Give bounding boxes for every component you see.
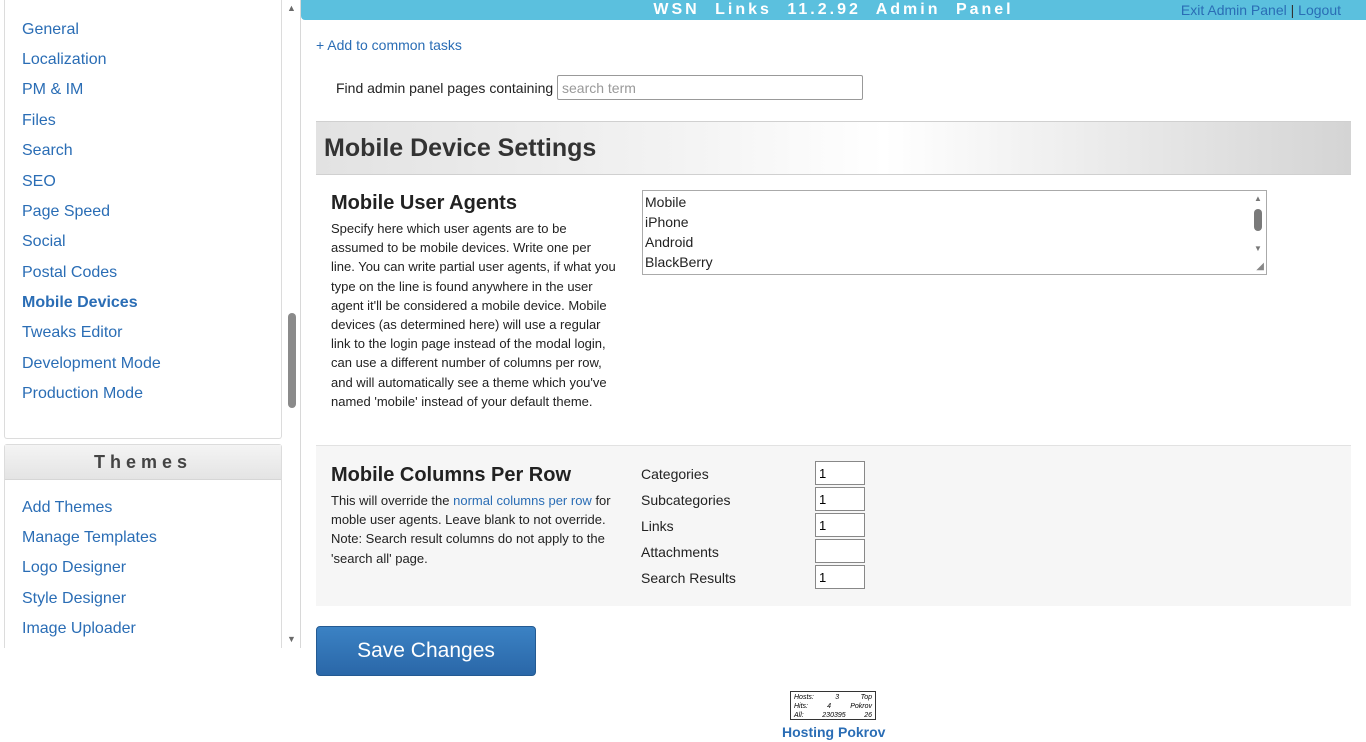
- textarea-scroll-thumb[interactable]: [1254, 209, 1262, 231]
- counter-row: [794, 711, 872, 720]
- sidebar-item-manage-templates[interactable]: Manage Templates: [22, 529, 157, 546]
- categories-label: Categories: [641, 466, 709, 482]
- admin-search-input[interactable]: [557, 75, 863, 100]
- mobile-user-agents-description: Specify here which user agents are to be assumed to be mobile devices. Write one per line. You can write partial user agents, if what you type on the line is found anywhere in the user agent it'll be considered a mobile device. Mobile devices (as determined here) will use a regular link to the login page instead of the modal login, can use a different number of columns per row, and will automatically see a theme which you've named 'mobile' instead of your default theme.: [331, 221, 616, 409]
- hosting-counter-badge[interactable]: [790, 691, 876, 720]
- hits-label: Hits:: [794, 703, 808, 710]
- themes-nav-panel: [4, 444, 282, 648]
- subcategories-label: Subcategories: [641, 492, 731, 508]
- sidebar-item-general[interactable]: General: [22, 21, 79, 38]
- search-results-label: Search Results: [641, 570, 736, 586]
- resize-grip-icon[interactable]: ◢: [1256, 261, 1264, 272]
- counter-row: [794, 702, 872, 711]
- sidebar-item-style-designer[interactable]: Style Designer: [22, 590, 127, 607]
- sidebar-item-add-themes[interactable]: Add Themes: [22, 499, 113, 516]
- columns-desc-before: This will override the: [331, 493, 454, 508]
- counter-rank: 26: [864, 712, 872, 719]
- sidebar-item-postal-codes[interactable]: Postal Codes: [22, 264, 118, 281]
- add-to-common-tasks-link[interactable]: + Add to common tasks: [316, 37, 462, 53]
- hosts-value: 3: [835, 694, 840, 701]
- scroll-down-arrow-icon[interactable]: ▼: [1254, 244, 1262, 253]
- sidebar-item-development-mode[interactable]: Development Mode: [22, 355, 161, 372]
- search-results-columns-input[interactable]: [815, 565, 865, 589]
- admin-panel-title: WSN Links 11.2.92 Admin Panel: [653, 1, 1014, 18]
- all-value: 230395: [822, 712, 846, 719]
- sidebar-item-seo[interactable]: SEO: [22, 173, 56, 190]
- sidebar-item-page-speed[interactable]: Page Speed: [22, 203, 111, 220]
- user-agents-textarea[interactable]: [642, 190, 1267, 275]
- sidebar-item-pm-im[interactable]: PM & IM: [22, 81, 84, 98]
- subcategories-columns-input[interactable]: [815, 487, 865, 511]
- exit-admin-panel-link[interactable]: Exit Admin Panel: [1180, 2, 1287, 18]
- attachments-columns-input[interactable]: [815, 539, 865, 563]
- mobile-columns-description: [331, 491, 616, 568]
- topbar-links: [1181, 2, 1341, 18]
- mobile-user-agents-title: Mobile User Agents: [331, 192, 517, 214]
- sidebar-item-tweaks-editor[interactable]: Tweaks Editor: [22, 324, 123, 341]
- page-title: Mobile Device Settings: [324, 134, 597, 162]
- hosts-label: Hosts:: [794, 694, 814, 701]
- sidebar-item-social[interactable]: Social: [22, 233, 66, 250]
- sidebar-item-production-mode[interactable]: Production Mode: [22, 385, 143, 402]
- sidebar-item-search[interactable]: Search: [22, 142, 73, 159]
- hits-value: 4: [827, 703, 832, 710]
- user-agent-line: Android: [645, 234, 694, 250]
- admin-topbar: [301, 0, 1366, 20]
- user-agent-line: BlackBerry: [645, 254, 713, 270]
- scroll-up-arrow-icon[interactable]: ▲: [1254, 194, 1262, 203]
- find-pages-label: Find admin panel pages containing: [336, 80, 554, 96]
- topbar-separator: |: [1290, 2, 1295, 18]
- sidebar-item-localization[interactable]: Localization: [22, 51, 107, 68]
- links-columns-input[interactable]: [815, 513, 865, 537]
- sidebar-item-image-uploader[interactable]: Image Uploader: [22, 620, 136, 637]
- attachments-label: Attachments: [641, 544, 719, 560]
- sidebar-scroll-thumb[interactable]: [288, 313, 296, 408]
- links-label: Links: [641, 518, 674, 534]
- top-label: Top: [860, 694, 872, 701]
- hosting-pokrov-link[interactable]: Hosting Pokrov: [782, 724, 886, 740]
- settings-nav-panel: [4, 0, 282, 439]
- section-header: [316, 121, 1351, 175]
- save-changes-button[interactable]: Save Changes: [316, 626, 536, 676]
- user-agent-line: Mobile: [645, 194, 687, 210]
- scroll-up-arrow-icon[interactable]: ▲: [287, 3, 296, 13]
- columns-desc-after: for moble user agents. Leave blank to not override. Note: Search result columns do not apply to the 'search all' page.: [331, 493, 611, 566]
- admin-sidebar: [0, 0, 301, 648]
- sidebar-scrollbar[interactable]: [284, 0, 300, 648]
- mobile-columns-title: Mobile Columns Per Row: [331, 464, 572, 486]
- sidebar-item-switches[interactable]: [22, 0, 86, 1]
- logout-link[interactable]: Logout: [1298, 2, 1341, 18]
- sidebar-item-files[interactable]: Files: [22, 112, 56, 129]
- sidebar-item-logo-designer[interactable]: Logo Designer: [22, 559, 127, 576]
- counter-brand: Pokrov: [850, 703, 872, 710]
- categories-columns-input[interactable]: [815, 461, 865, 485]
- all-label: All:: [794, 712, 804, 719]
- counter-row: [794, 693, 872, 702]
- sidebar-item-mobile-devices[interactable]: Mobile Devices: [22, 294, 138, 311]
- normal-columns-per-row-link[interactable]: normal columns per row: [453, 493, 592, 508]
- user-agent-line: iPhone: [645, 214, 689, 230]
- scroll-down-arrow-icon[interactable]: ▼: [287, 634, 296, 644]
- themes-header[interactable]: Themes: [5, 445, 281, 480]
